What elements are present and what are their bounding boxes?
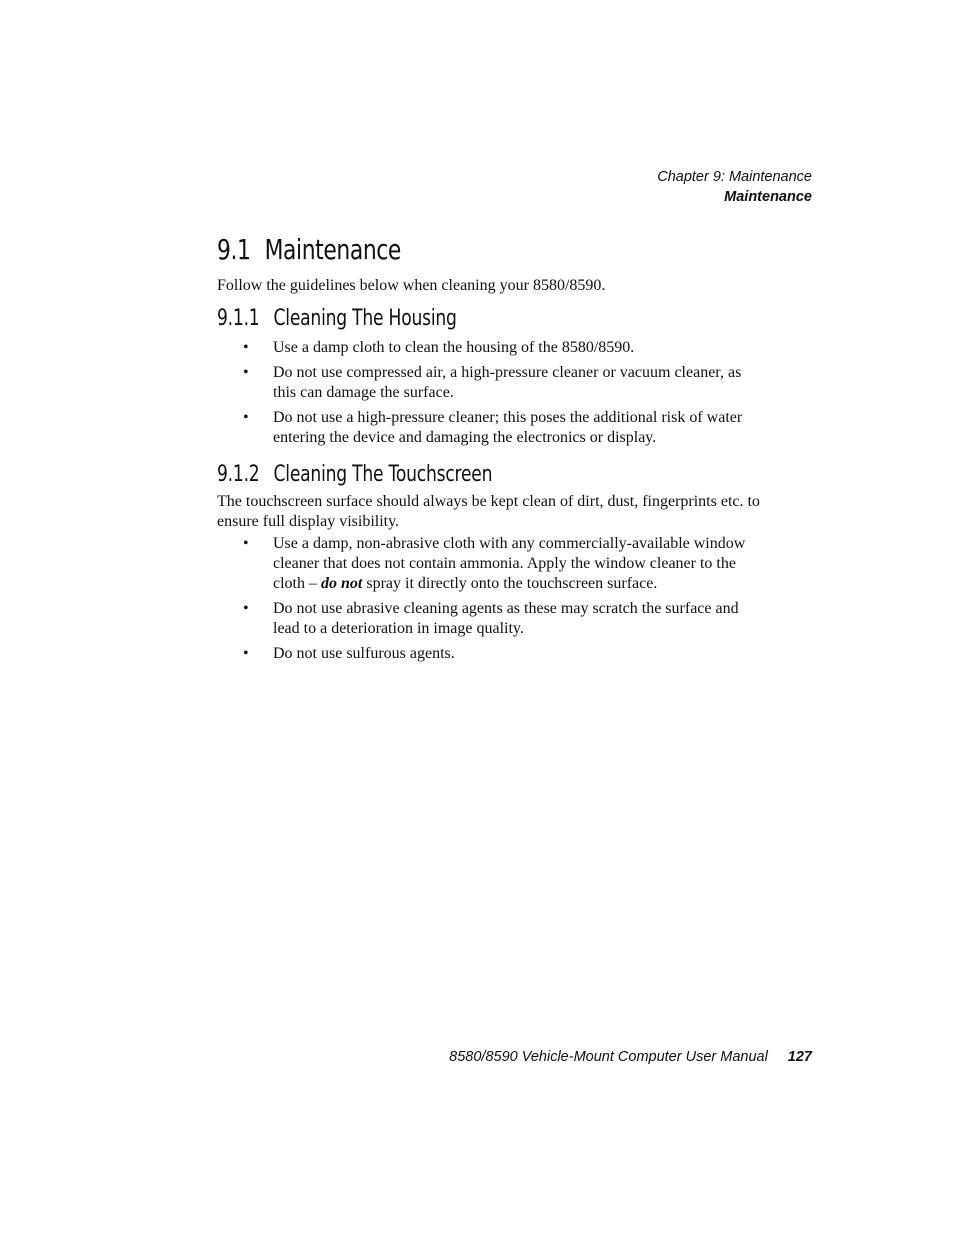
heading-9-1-title: Maintenance [264, 233, 401, 266]
list-item-text: Do not use compressed air, a high-pressure cleaner or vacuum cleaner, as this can damage the surface. [273, 364, 742, 401]
heading-9-1-1-title: Cleaning The Housing [273, 306, 457, 331]
heading-9-1-2-title: Cleaning The Touchscreen [273, 462, 493, 487]
bullet-marker: • [243, 535, 249, 552]
heading-9-1-2 [217, 458, 662, 492]
bullet-marker: • [243, 600, 249, 617]
bullet-marker: • [243, 409, 249, 426]
section-label: Maintenance [724, 189, 812, 205]
list-item-text: Use a damp cloth to clean the housing of the 8580/8590. [273, 339, 635, 356]
list-item-text: Do not use abrasive cleaning agents as these may scratch the surface and lead to a deterioration in image quality. [273, 600, 739, 637]
chapter-label: Chapter 9: Maintenance [657, 169, 812, 185]
heading-9-1-2-number: 9.1.2 [217, 462, 260, 487]
list-item [217, 534, 767, 594]
heading-9-1-number: 9.1 [217, 233, 251, 266]
page-number: 127 [787, 1049, 812, 1065]
list-item-text: Do not use sulfurous agents. [273, 645, 455, 662]
emphasis-do-not: do not [321, 575, 363, 592]
housing-bullet-list [217, 338, 787, 448]
touchscreen-intro: The touchscreen surface should always be kept clean of dirt, dust, fingerprints etc. to ensure full display visibility. [217, 493, 760, 530]
bullet-marker: • [243, 339, 249, 356]
list-item [217, 408, 767, 448]
list-item [217, 644, 767, 664]
list-item [217, 363, 767, 403]
list-item-text-before: Use a damp, non-abrasive cloth with any commercially-available window cleaner that does not contain ammonia. Apply the window cleaner to the cloth – [273, 535, 746, 592]
list-item [217, 599, 767, 639]
list-item-text-after: spray it directly onto the touchscreen surface. [362, 575, 658, 592]
list-item [217, 338, 767, 358]
heading-9-1-1-number: 9.1.1 [217, 306, 260, 331]
maintenance-intro: Follow the guidelines below when cleaning your 8580/8590. [217, 277, 606, 294]
touchscreen-bullet-list [217, 534, 787, 664]
heading-9-1-1 [217, 302, 662, 336]
bullet-marker: • [243, 364, 249, 381]
heading-9-1 [217, 226, 662, 274]
manual-title: 8580/8590 Vehicle-Mount Computer User Manual [449, 1049, 768, 1065]
page-footer [449, 1047, 812, 1067]
running-header [657, 167, 812, 207]
bullet-marker: • [243, 645, 249, 662]
page-content [217, 226, 787, 669]
list-item-text: Do not use a high-pressure cleaner; this poses the additional risk of water entering the device and damaging the electronics or display. [273, 409, 743, 446]
